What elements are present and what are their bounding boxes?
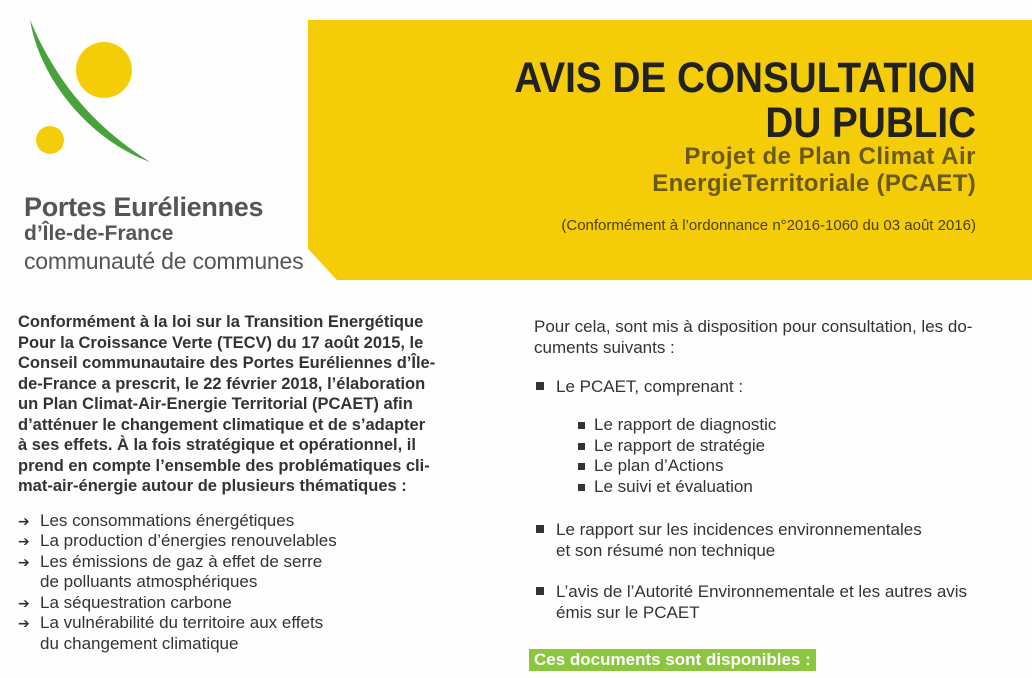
left-column xyxy=(18,312,498,654)
arrow-icon: ➔ xyxy=(18,512,30,529)
square-bullet-icon xyxy=(578,484,585,491)
list-item xyxy=(18,531,498,552)
list-item xyxy=(574,436,1018,457)
list-item xyxy=(534,581,1018,623)
theme-label: du changement climatique xyxy=(40,633,239,653)
intro-line: mat-air-énergie autour de plusieurs thématiques : xyxy=(18,477,407,495)
document-label: L’avis de l’Autorité Environnementale et les autres avis xyxy=(556,582,968,601)
org-type: communauté de communes xyxy=(24,248,304,274)
list-item xyxy=(18,613,498,654)
themes-list xyxy=(18,511,498,655)
theme-label: Les émissions de gaz à effet de serre xyxy=(40,551,323,571)
logo-small-circle xyxy=(36,126,64,154)
square-bullet-icon xyxy=(578,443,585,450)
documents-intro-line: cuments suivants : xyxy=(534,338,675,357)
list-item xyxy=(18,511,498,532)
list-item xyxy=(574,477,1018,498)
square-bullet-icon xyxy=(578,463,585,470)
page-subtitle-line2: EnergieTerritoriale (PCAET) xyxy=(652,170,976,197)
document-label: Le rapport sur les incidences environnementales xyxy=(556,520,922,539)
pcaet-part-label: Le rapport de diagnostic xyxy=(594,415,777,434)
documents-intro-line: Pour cela, sont mis à disposition pour consultation, les do- xyxy=(534,317,973,336)
theme-label: Les consommations énergétiques xyxy=(40,510,295,530)
square-bullet-icon xyxy=(578,422,585,429)
intro-line: à ses effets. À la fois stratégique et opérationnel, il xyxy=(18,436,416,454)
list-item xyxy=(574,456,1018,477)
intro-line: un Plan Climat-Air-Energie Territorial (PCAET) afin xyxy=(18,395,413,413)
ordinance-note: (Conformément à l’ordonnance n°2016-1060 du 03 août 2016) xyxy=(561,217,976,234)
theme-label: La vulnérabilité du territoire aux effets xyxy=(40,613,324,632)
square-bullet-icon xyxy=(536,382,544,390)
pcaet-part-label: Le suivi et évaluation xyxy=(594,476,753,496)
org-region: d’Île-de-France xyxy=(24,222,174,245)
list-item xyxy=(534,376,1018,397)
document-label: et son résumé non technique xyxy=(556,541,776,560)
intro-line: de-France a prescrit, le 22 février 2018, l’élaboration xyxy=(18,374,426,393)
availability-heading: Ces documents sont disponibles : xyxy=(529,649,816,671)
arrow-icon: ➔ xyxy=(18,615,30,631)
documents-intro xyxy=(534,316,1018,358)
document-label: Le PCAET, comprenant : xyxy=(556,377,744,396)
intro-paragraph xyxy=(18,312,498,497)
theme-label: La séquestration carbone xyxy=(40,592,232,612)
document-label: émis sur le PCAET xyxy=(556,603,700,622)
pcaet-parts-list xyxy=(574,415,1018,497)
intro-line: d’atténuer le changement climatique et de s’adapter xyxy=(18,415,426,434)
pcaet-part-label: Le plan d’Actions xyxy=(594,456,724,475)
theme-label: La production d’énergies renouvelables xyxy=(40,531,337,550)
page-title-line2: DU PUBLIC xyxy=(765,99,976,147)
right-column xyxy=(534,316,1018,623)
square-bullet-icon xyxy=(536,587,544,595)
pcaet-part-label: Le rapport de stratégie xyxy=(594,435,766,455)
square-bullet-icon xyxy=(536,525,544,533)
page-title-line1: AVIS DE CONSULTATION xyxy=(514,54,976,102)
logo-icon xyxy=(20,20,220,180)
list-item xyxy=(18,593,498,614)
list-item xyxy=(574,415,1018,436)
arrow-icon: ➔ xyxy=(18,533,30,549)
org-name: Portes Euréliennes xyxy=(24,192,264,222)
logo-large-circle xyxy=(76,42,132,98)
arrow-icon: ➔ xyxy=(18,594,30,611)
arrow-icon: ➔ xyxy=(18,553,30,570)
intro-line: prend en compte l’ensemble des problématiques cli- xyxy=(18,456,430,475)
list-item xyxy=(534,519,1018,561)
intro-line: Conseil communautaire des Portes Euréliennes d’Île- xyxy=(18,354,436,372)
intro-line: Pour la Croissance Verte (TECV) du 17 août 2015, le xyxy=(18,333,424,352)
page-subtitle-line1: Projet de Plan Climat Air xyxy=(684,143,976,170)
theme-label: de polluants atmosphériques xyxy=(40,572,258,591)
list-item xyxy=(18,552,498,593)
intro-line: Conformément à la loi sur la Transition Energétique xyxy=(18,313,424,331)
